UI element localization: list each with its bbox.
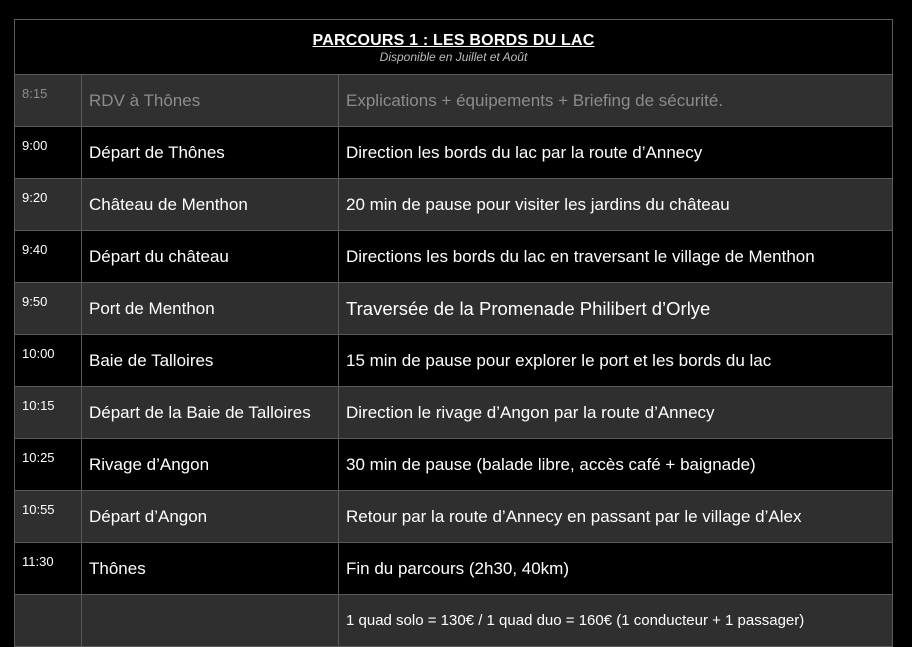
table-row — [15, 387, 893, 439]
header-cell — [15, 20, 893, 75]
table-row — [15, 491, 893, 543]
time-cell: 9:40 — [15, 231, 82, 283]
place-cell: Thônes — [82, 543, 339, 595]
time-cell: 10:55 — [15, 491, 82, 543]
description-cell: Direction les bords du lac par la route d’Annecy — [339, 127, 893, 179]
schedule-table — [14, 19, 893, 647]
time-cell: 10:15 — [15, 387, 82, 439]
time-cell: 9:00 — [15, 127, 82, 179]
description-cell: Traversée de la Promenade Philibert d’Orlye — [339, 283, 893, 335]
table-row — [15, 283, 893, 335]
page-title: PARCOURS 1 : LES BORDS DU LAC — [312, 32, 595, 49]
table-row — [15, 75, 893, 127]
price-row — [15, 595, 893, 647]
place-cell: Rivage d’Angon — [82, 439, 339, 491]
table-row — [15, 439, 893, 491]
description-cell: 20 min de pause pour visiter les jardins du château — [339, 179, 893, 231]
time-cell: 11:30 — [15, 543, 82, 595]
description-cell: Retour par la route d’Annecy en passant par le village d’Alex — [339, 491, 893, 543]
description-cell: 15 min de pause pour explorer le port et les bords du lac — [339, 335, 893, 387]
table-row — [15, 179, 893, 231]
description-cell: Directions les bords du lac en traversant le village de Menthon — [339, 231, 893, 283]
place-cell: Départ de la Baie de Talloires — [82, 387, 339, 439]
description-cell: Direction le rivage d’Angon par la route d’Annecy — [339, 387, 893, 439]
time-cell: 10:25 — [15, 439, 82, 491]
place-cell: Port de Menthon — [82, 283, 339, 335]
place-cell: Départ d’Angon — [82, 491, 339, 543]
place-cell: RDV à Thônes — [82, 75, 339, 127]
availability-subtitle: Disponible en Juillet et Août — [379, 50, 528, 64]
table-row — [15, 127, 893, 179]
place-cell: Départ du château — [82, 231, 339, 283]
table-row — [15, 335, 893, 387]
place-cell: Baie de Talloires — [82, 335, 339, 387]
table-row — [15, 543, 893, 595]
description-cell: Explications + équipements + Briefing de sécurité. — [339, 75, 893, 127]
table-row — [15, 231, 893, 283]
time-cell: 8:15 — [15, 75, 82, 127]
table-header-row — [15, 20, 893, 75]
place-cell: Château de Menthon — [82, 179, 339, 231]
place-cell-empty — [82, 595, 339, 647]
time-cell: 10:00 — [15, 335, 82, 387]
place-cell: Départ de Thônes — [82, 127, 339, 179]
description-cell: Fin du parcours (2h30, 40km) — [339, 543, 893, 595]
time-cell: 9:50 — [15, 283, 82, 335]
description-cell: 30 min de pause (balade libre, accès café + baignade) — [339, 439, 893, 491]
time-cell-empty — [15, 595, 82, 647]
time-cell: 9:20 — [15, 179, 82, 231]
price-cell: 1 quad solo = 130€ / 1 quad duo = 160€ (1 conducteur + 1 passager) — [339, 595, 893, 647]
